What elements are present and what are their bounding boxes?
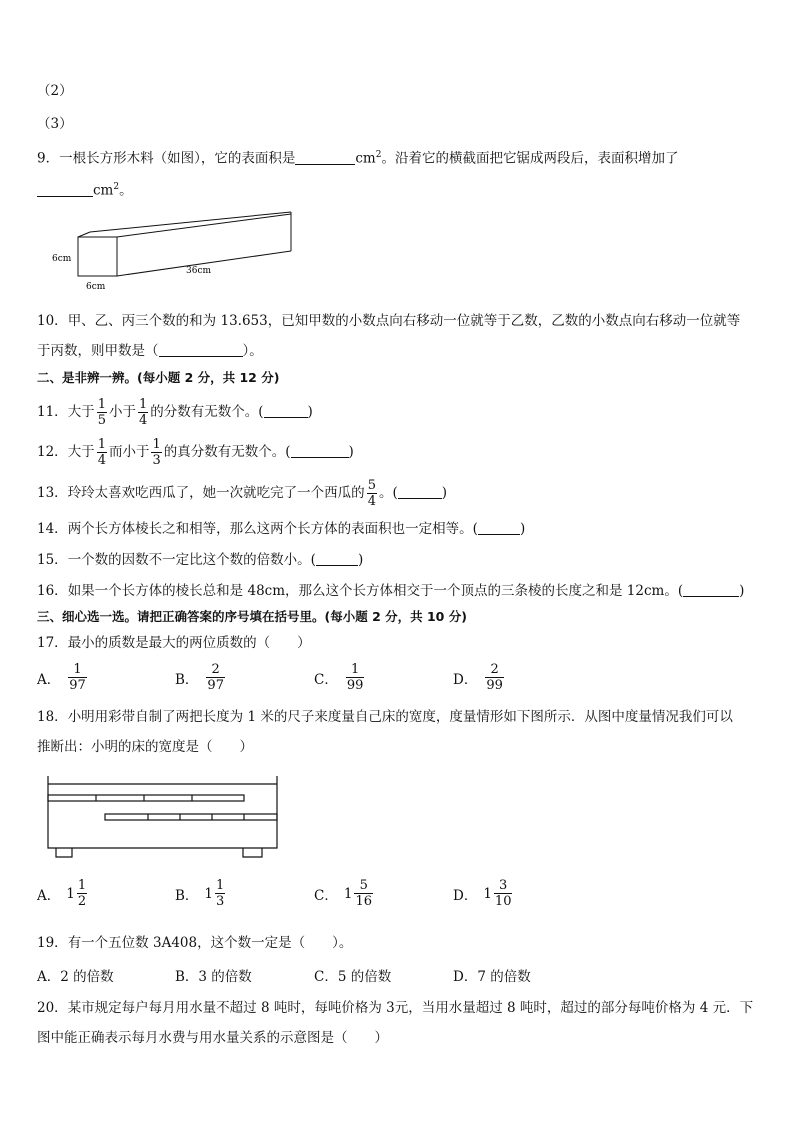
option-label: A． xyxy=(37,887,61,904)
question-number: 13． xyxy=(37,485,68,501)
denominator: 97 xyxy=(207,678,224,693)
numerator: 1 xyxy=(97,437,106,452)
question-17 xyxy=(37,633,311,653)
question-9: 9．一根长方形木料（如图），它的表面积是 $cm^2$。沿着它的横截面把它锯成两段后，表面积增加了 xyxy=(37,150,679,167)
text: 小于 xyxy=(108,404,136,420)
question-13 xyxy=(37,475,447,511)
option-label: C． xyxy=(314,671,338,688)
text: 小明用彩带自制了两把长度为 1 米的尺子来度量自己床的宽度，度量情形如下图所示．从图中度量情况我们可以 xyxy=(67,709,733,725)
question-20 xyxy=(37,998,753,1018)
mixed-number xyxy=(483,878,514,909)
option-b[interactable]: B．3 的倍数 xyxy=(175,969,252,985)
answer-line-2: （2） xyxy=(37,83,73,99)
text: 两个长方体棱长之和相等，那么这两个长方体的表面积也一定相等。( xyxy=(67,521,478,537)
answer-blank[interactable] xyxy=(291,443,349,458)
denominator: 2 xyxy=(77,894,87,909)
punct: ) xyxy=(739,583,745,599)
question-9-cont: $cm^2$。 xyxy=(37,177,133,201)
prism-front-face xyxy=(78,237,117,276)
question-number: 20． xyxy=(37,1000,68,1016)
fraction xyxy=(206,662,225,693)
answer-line-3: （3） xyxy=(37,116,73,132)
denominator: 5 xyxy=(97,413,106,428)
fraction xyxy=(215,878,225,909)
text: 而小于 xyxy=(108,444,150,460)
question-12 xyxy=(37,434,354,470)
text: 最小的质数是最大的两位质数的（ ） xyxy=(67,635,311,651)
punct: ) xyxy=(307,404,313,420)
fraction xyxy=(97,397,107,428)
answer-blank[interactable] xyxy=(295,150,355,165)
mixed-number xyxy=(66,878,89,909)
option-label: A． xyxy=(37,671,61,688)
fraction xyxy=(485,662,504,693)
answer-blank[interactable] xyxy=(264,403,308,418)
question-19 xyxy=(37,933,352,953)
option-label: C． xyxy=(314,887,338,904)
text: 一个数的因数不一定比这个数的倍数小。( xyxy=(67,552,316,568)
numerator: 1 xyxy=(138,397,148,412)
whole: 1 xyxy=(204,885,214,902)
fraction xyxy=(367,478,377,509)
numerator: 2 xyxy=(490,662,499,677)
question-number: 9． xyxy=(37,150,60,167)
numerator: 1 xyxy=(152,437,161,452)
ruler-bottom xyxy=(105,814,277,820)
denominator: 4 xyxy=(138,413,148,428)
punct: ) xyxy=(357,552,364,568)
numerator: 2 xyxy=(211,662,220,677)
question-number: 11． xyxy=(37,404,68,420)
denominator: 4 xyxy=(367,494,376,509)
question-number: 15． xyxy=(37,552,68,568)
numerator: 1 xyxy=(350,662,360,677)
whole: 1 xyxy=(343,885,353,902)
numerator: 1 xyxy=(73,662,82,677)
unit: cm xyxy=(355,150,376,167)
text: 的真分数有无数个。( xyxy=(163,444,291,460)
answer-blank[interactable] xyxy=(478,520,520,535)
question-18-cont: 推断出：小明的床的宽度是（ ） xyxy=(37,739,253,755)
bed-figure xyxy=(40,770,290,865)
denominator: 97 xyxy=(69,678,86,693)
text: 。( xyxy=(378,485,398,501)
denominator: 3 xyxy=(152,453,161,468)
question-number: 16． xyxy=(37,583,68,599)
question-text: 一根长方形木料（如图），它的表面积是 xyxy=(59,150,296,167)
answer-blank[interactable] xyxy=(159,342,243,357)
punct: ）。 xyxy=(242,343,263,359)
question-10 xyxy=(37,311,740,331)
text: 某市规定每户每月用水量不超过 8 吨时，每吨价格为 3元，当用水量超过 8 吨时，超过的部分每吨价格为 4 元．下 xyxy=(67,1000,754,1016)
question-16 xyxy=(37,581,744,601)
question-18 xyxy=(37,707,733,727)
bed-leg-left xyxy=(56,848,72,857)
denominator: 99 xyxy=(346,678,364,693)
option-c[interactable] xyxy=(314,662,366,693)
ruler-top xyxy=(48,795,244,801)
prism-figure xyxy=(40,205,310,295)
denominator: 99 xyxy=(486,678,503,693)
option-a[interactable] xyxy=(37,878,89,909)
section-2-heading: 二、是非辨一辨。(每小题 2 分，共 12 分) xyxy=(37,370,280,385)
question-number: 14． xyxy=(37,521,68,537)
text: 玲玲太喜欢吃西瓜了，她一次就吃完了一个西瓜的 xyxy=(67,485,365,501)
question-text: 甲、乙、丙三个数的和为 13.653，已知甲数的小数点向右移动一位就等于乙数，乙数的小数点向右移动一位就等 xyxy=(67,313,741,329)
punct: 。 xyxy=(119,182,133,199)
fraction xyxy=(68,662,87,693)
question-20-cont: 图中能正确表示每月水费与用水量关系的示意图是（ ） xyxy=(37,1030,388,1046)
text: 有一个五位数 3A408，这个数一定是（ ）。 xyxy=(67,935,353,951)
width-label: 6cm xyxy=(86,282,106,292)
fraction xyxy=(151,437,161,468)
fraction xyxy=(77,878,87,909)
option-label: B． xyxy=(175,671,199,688)
question-number: 10． xyxy=(37,313,68,329)
fraction xyxy=(97,437,107,468)
fraction xyxy=(138,397,148,428)
fraction xyxy=(354,878,373,909)
option-d[interactable] xyxy=(453,878,514,909)
unit: cm xyxy=(93,182,114,199)
question-11 xyxy=(37,394,313,430)
bed-leg-right xyxy=(243,848,262,857)
answer-blank[interactable] xyxy=(316,551,358,566)
question-number: 19． xyxy=(37,935,68,951)
numerator: 3 xyxy=(499,878,508,893)
text: 大于 xyxy=(67,404,95,420)
option-a[interactable] xyxy=(37,662,89,693)
whole: 1 xyxy=(483,885,492,902)
text: 的分数有无数个。( xyxy=(150,404,264,420)
text: 大于 xyxy=(67,444,95,460)
bed-outline xyxy=(48,776,277,848)
answer-blank[interactable] xyxy=(398,484,442,499)
question-15 xyxy=(37,550,363,570)
answer-blank[interactable] xyxy=(683,582,739,597)
option-label: B． xyxy=(175,887,199,904)
option-c[interactable] xyxy=(314,878,375,909)
denominator: 10 xyxy=(494,894,512,909)
punct: ) xyxy=(519,521,526,537)
whole: 1 xyxy=(66,885,75,902)
punct: ) xyxy=(348,444,354,460)
text: 如果一个长方体的棱长总和是 48cm，那么这个长方体相交于一个顶点的三条棱的长度之和是 12cm。( xyxy=(67,583,684,599)
option-b[interactable] xyxy=(175,878,227,909)
length-label: 36cm xyxy=(186,266,212,276)
question-number: 17． xyxy=(37,635,68,651)
fraction xyxy=(346,662,365,693)
height-label: 6cm xyxy=(52,254,72,264)
question-text-cont: 。沿着它的横截面把它锯成两段后，表面积增加了 xyxy=(381,150,679,167)
numerator: 5 xyxy=(367,478,376,493)
option-b[interactable] xyxy=(175,662,227,693)
numerator: 5 xyxy=(359,878,368,893)
numerator: 1 xyxy=(77,878,87,893)
question-number: 12． xyxy=(37,444,68,460)
section-3-heading: 三、细心选一选。请把正确答案的序号填在括号里。(每小题 2 分，共 10 分) xyxy=(37,609,467,624)
numerator: 1 xyxy=(97,397,106,412)
mixed-number xyxy=(204,878,227,909)
denominator: 16 xyxy=(355,894,372,909)
denominator: 3 xyxy=(216,894,225,909)
option-label: D． xyxy=(453,671,478,688)
option-d[interactable] xyxy=(453,662,506,693)
punct: ) xyxy=(441,485,448,501)
denominator: 4 xyxy=(97,453,106,468)
fraction xyxy=(494,878,513,909)
option-c[interactable]: C．5 的倍数 xyxy=(314,969,392,985)
numerator: 1 xyxy=(216,878,225,893)
question-10-cont xyxy=(37,341,263,361)
question-text-cont: 于丙数，则甲数是（ xyxy=(37,343,159,359)
mixed-number xyxy=(344,878,375,909)
option-a[interactable]: A．2 的倍数 xyxy=(37,969,114,985)
question-number: 18． xyxy=(37,709,68,725)
question-14 xyxy=(37,519,525,539)
option-d[interactable]: D．7 的倍数 xyxy=(453,969,531,985)
answer-blank[interactable] xyxy=(37,182,93,197)
option-label: D． xyxy=(453,887,478,904)
